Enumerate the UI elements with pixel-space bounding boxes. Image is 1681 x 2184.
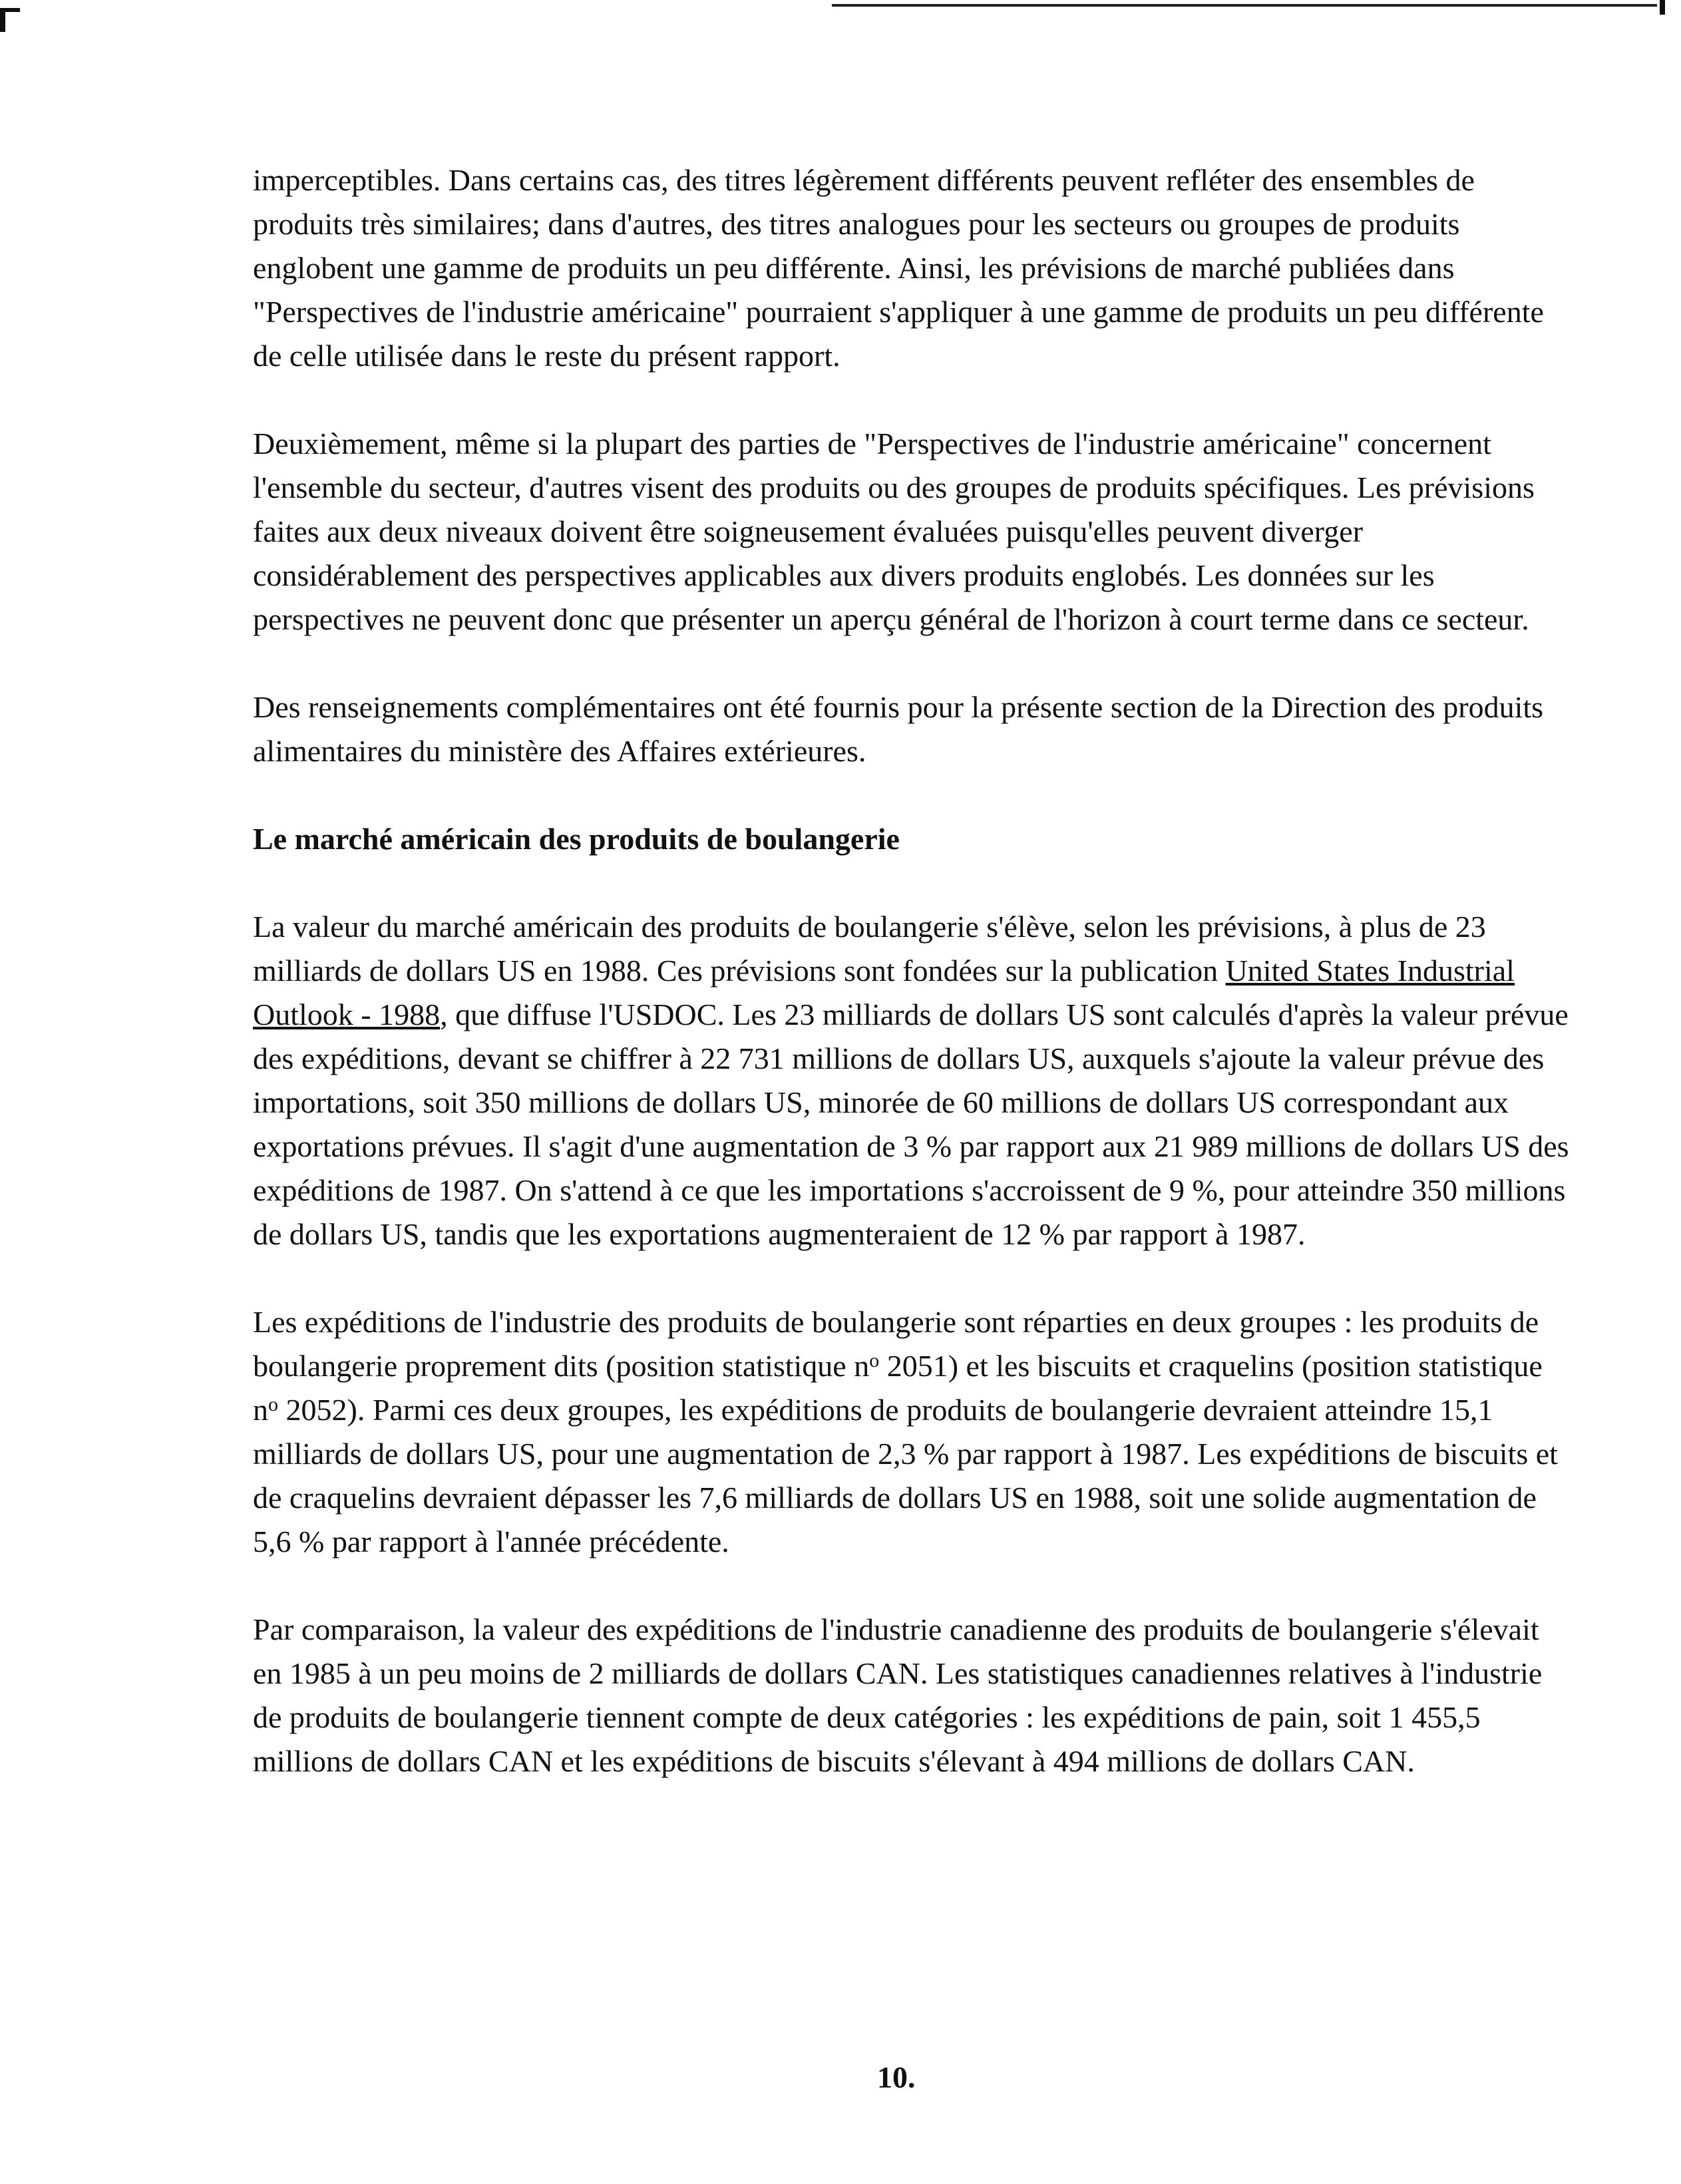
page-body	[253, 158, 1571, 1783]
paragraph-us-market-value	[253, 905, 1571, 1256]
shipment-text-b: 2051) et les biscuits et craquelins (position statistique n	[253, 1349, 1543, 1427]
shipment-text-c: 2052). Parmi ces deux groupes, les expéditions de produits de boulangerie devraient atteindre 15,1 milliards de dollars US, pour une augmentation de 2,3 % par rapport à 1987. Les expéditions de biscuits et de craquelins devraient dépasser les 7,6 milliards de dollars US en 1988, soit une solide augmentation de 5,6 % par rapport à l'année précédente.	[253, 1393, 1558, 1558]
section-heading: Le marché américain des produits de boulangerie	[253, 822, 900, 856]
scan-right-mark	[1660, 0, 1665, 15]
scan-top-rule	[832, 4, 1657, 7]
ordinal-marker: o	[268, 1393, 278, 1415]
paragraph-canadian-comparison: Par comparaison, la valeur des expéditions de l'industrie canadienne des produits de boulangerie s'élevait en 1985 à un peu moins de 2 milliards de dollars CAN. Les statistiques canadiennes relatives à l'industrie de produits de boulangerie tiennent compte de deux catégories : les expéditions de pain, soit 1 455,5 millions de dollars CAN et les expéditions de biscuits s'élevant à 494 millions de dollars CAN.	[253, 1612, 1543, 1778]
paragraph-shipment-groups	[253, 1300, 1571, 1564]
us-market-text-end: , que diffuse l'USDOC. Les 23 milliards de dollars US sont calculés d'après la valeur prévue des expéditions, devant se chiffrer à 22 731 millions de dollars US, auxquels s'ajoute la valeur prévue des importations, soit 350 millions de dollars US, minorée de 60 millions de dollars US correspondant aux exportations prévues. Il s'agit d'une augmentation de 3 % par rapport aux 21 989 millions de dollars US des expéditions de 1987. On s'attend à ce que les importations s'accroissent de 9 %, pour atteindre 350 millions de dollars US, tandis que les exportations augmenteraient de 12 % par rapport à 1987.	[253, 998, 1569, 1251]
paragraph-forecast-levels: Deuxièmement, même si la plupart des parties de "Perspectives de l'industrie américaine" concernent l'ensemble du secteur, d'autres visent des produits ou des groupes de produits spécifiques. Les prévisions faites aux deux niveaux doivent être soigneusement évaluées puisqu'elles peuvent diverger considérablement des perspectives applicables aux divers produits englobés. Les données sur les perspectives ne peuvent donc que présenter un aperçu général de l'horizon à court terme dans ce secteur.	[253, 427, 1535, 636]
paragraph-product-ranges: imperceptibles. Dans certains cas, des titres légèrement différents peuvent refléter des ensembles de produits très similaires; dans d'autres, des titres analogues pour les secteurs ou groupes de produits englobent une gamme de produits un peu différente. Ainsi, les prévisions de marché publiées dans "Perspectives de l'industrie américaine" pourraient s'appliquer à une gamme de produits un peu différente de celle utilisée dans le reste du présent rapport.	[253, 163, 1544, 373]
us-market-text-start: La valeur du marché américain des produits de boulangerie s'élève, selon les prévisions, à plus de 23 milliards de dollars US en 1988. Ces prévisions sont fondées sur la publication	[253, 910, 1486, 988]
paragraph-additional-info: Des renseignements complémentaires ont été fournis pour la présente section de la Direction des produits alimentaires du ministère des Affaires extérieures.	[253, 690, 1544, 768]
shipment-text-a: Les expéditions de l'industrie des produits de boulangerie sont réparties en deux groupes : les produits de boulangerie proprement dits (position statistique n	[253, 1305, 1539, 1383]
publication-title: United States Industrial Outlook - 1988	[253, 954, 1515, 1031]
scan-corner-mark	[0, 8, 20, 32]
page-number: 10.	[877, 2060, 916, 2094]
ordinal-marker: o	[869, 1350, 880, 1371]
